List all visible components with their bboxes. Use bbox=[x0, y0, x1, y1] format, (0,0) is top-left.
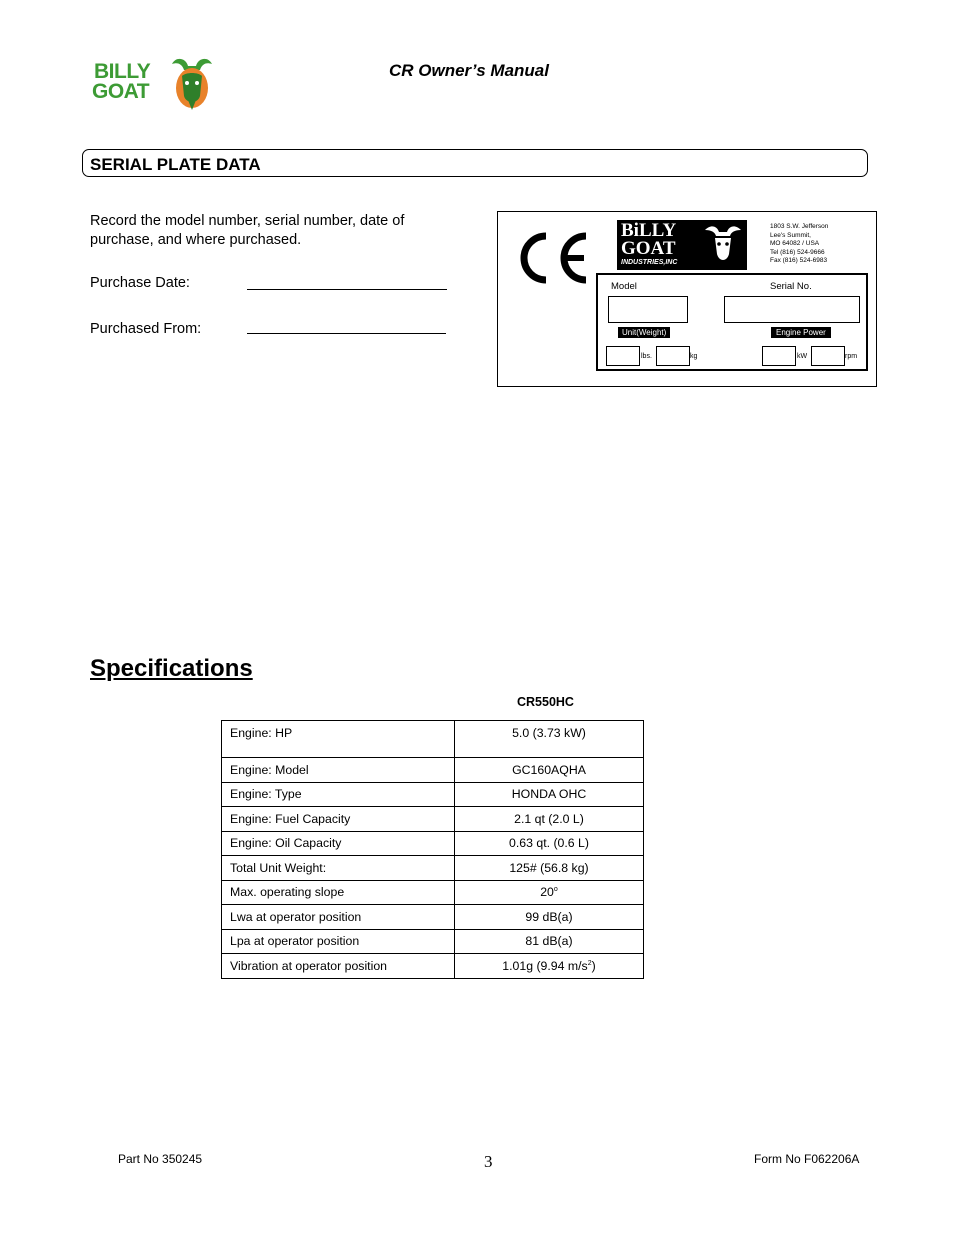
plate-brand-line2: GOAT bbox=[621, 238, 676, 259]
specifications-title: Specifications bbox=[90, 655, 253, 682]
table-row bbox=[222, 856, 644, 881]
spec-value-cell bbox=[455, 721, 644, 758]
plate-engine-power-label: Engine Power bbox=[771, 327, 831, 338]
section-heading: SERIAL PLATE DATA bbox=[90, 155, 261, 174]
purchase-date-label: Purchase Date: bbox=[90, 275, 190, 291]
purchased-from-label: Purchased From: bbox=[90, 321, 202, 337]
spec-value: 99 dB(a) bbox=[525, 909, 573, 924]
spec-value: GC160AQHA bbox=[512, 762, 586, 777]
spec-label-cell: Lpa at operator position bbox=[222, 929, 455, 954]
logo-text-line2: GOAT bbox=[92, 80, 150, 103]
spec-value: 1.01g (9.94 m/s bbox=[502, 958, 588, 973]
plate-address-line: Lee's Summit, bbox=[770, 231, 811, 239]
plate-brand-line1: BiLLY bbox=[621, 220, 677, 241]
billy-goat-logo bbox=[92, 56, 218, 112]
serial-plate-image bbox=[497, 211, 877, 387]
spec-label-cell: Lwa at operator position bbox=[222, 905, 455, 930]
table-row bbox=[222, 782, 644, 807]
table-row bbox=[222, 880, 644, 905]
spec-label-cell: Max. operating slope bbox=[222, 880, 455, 905]
ce-mark-icon bbox=[512, 230, 590, 286]
spec-value-cell bbox=[455, 880, 644, 905]
plate-unit-weight-label: Unit(Weight) bbox=[618, 327, 670, 338]
logo-text-line1: BILLY bbox=[94, 60, 151, 83]
section-heading-bar bbox=[82, 149, 868, 177]
specifications-table bbox=[221, 720, 644, 979]
goat-head-icon bbox=[166, 56, 218, 112]
table-row bbox=[222, 929, 644, 954]
plate-address bbox=[770, 223, 828, 266]
plate-serial-box bbox=[724, 296, 860, 323]
spec-value: 0.63 qt. (0.6 L) bbox=[509, 836, 589, 851]
table-row bbox=[222, 807, 644, 832]
plate-address-line: Tel (816) 524-9666 bbox=[770, 248, 825, 256]
manual-title: CR Owner’s Manual bbox=[389, 61, 549, 80]
spec-label-cell: Vibration at operator position bbox=[222, 954, 455, 979]
plate-lbs-box bbox=[606, 346, 640, 366]
spec-value-cell bbox=[455, 831, 644, 856]
intro-text: Record the model number, serial number, date of purchase, and where purchased. bbox=[90, 213, 405, 248]
plate-brand-block bbox=[617, 220, 747, 270]
spec-label-cell: Engine: HP bbox=[222, 721, 455, 758]
spec-label-cell: Engine: Fuel Capacity bbox=[222, 807, 455, 832]
footer-page-number: 3 bbox=[484, 1152, 493, 1171]
spec-value-cell bbox=[455, 929, 644, 954]
spec-value-cell bbox=[455, 807, 644, 832]
plate-goat-icon bbox=[703, 224, 743, 266]
footer-form-number: Form No F062206A bbox=[754, 1152, 860, 1166]
plate-kg-label: kg bbox=[690, 353, 698, 360]
spec-label-cell: Engine: Model bbox=[222, 758, 455, 783]
spec-value-cell bbox=[455, 758, 644, 783]
plate-lbs-label: lbs. bbox=[641, 353, 652, 360]
plate-data-panel bbox=[596, 273, 868, 371]
table-row bbox=[222, 721, 644, 758]
spec-value: HONDA OHC bbox=[511, 787, 587, 802]
spec-value-cell bbox=[455, 856, 644, 881]
footer-part-number: Part No 350245 bbox=[118, 1152, 203, 1166]
spec-label-cell: Engine: Oil Capacity bbox=[222, 831, 455, 856]
spec-label-cell: Engine: Type bbox=[222, 782, 455, 807]
table-row bbox=[222, 905, 644, 930]
spec-value-cell bbox=[455, 954, 644, 979]
purchase-date-line bbox=[247, 289, 447, 290]
spec-value-cell bbox=[455, 782, 644, 807]
table-row bbox=[222, 758, 644, 783]
plate-address-line: MO 64082 / USA bbox=[770, 240, 820, 247]
plate-kw-label: kW bbox=[797, 353, 808, 360]
spec-value-superscript: 2 bbox=[587, 959, 592, 967]
plate-rpm-label: rpm bbox=[845, 353, 858, 360]
plate-address-line: 1803 S.W. Jefferson bbox=[770, 223, 829, 230]
spec-value: 20 bbox=[540, 885, 554, 900]
plate-serial-label: Serial No. bbox=[770, 281, 812, 292]
table-row bbox=[222, 831, 644, 856]
table-row bbox=[222, 954, 644, 979]
plate-address-line: Fax (816) 524-6983 bbox=[770, 257, 828, 264]
plate-kw-box bbox=[762, 346, 796, 366]
spec-value-cell bbox=[455, 905, 644, 930]
spec-value-superscript: o bbox=[553, 886, 558, 894]
spec-label-cell: Total Unit Weight: bbox=[222, 856, 455, 881]
plate-rpm-box bbox=[811, 346, 845, 366]
spec-value: 2.1 qt (2.0 L) bbox=[514, 811, 584, 826]
spec-value: 5.0 (3.73 kW) bbox=[512, 726, 586, 740]
spec-value: 125# (56.8 kg) bbox=[509, 860, 589, 875]
plate-model-label: Model bbox=[611, 281, 637, 292]
plate-model-box bbox=[608, 296, 688, 323]
spec-value: 81 dB(a) bbox=[525, 934, 573, 949]
purchased-from-line bbox=[247, 333, 446, 334]
plate-kg-box bbox=[656, 346, 690, 366]
spec-value-tail: ) bbox=[591, 958, 596, 973]
spec-model-heading: CR550HC bbox=[517, 695, 574, 709]
plate-brand-sub: INDUSTRIES,INC bbox=[621, 259, 678, 266]
